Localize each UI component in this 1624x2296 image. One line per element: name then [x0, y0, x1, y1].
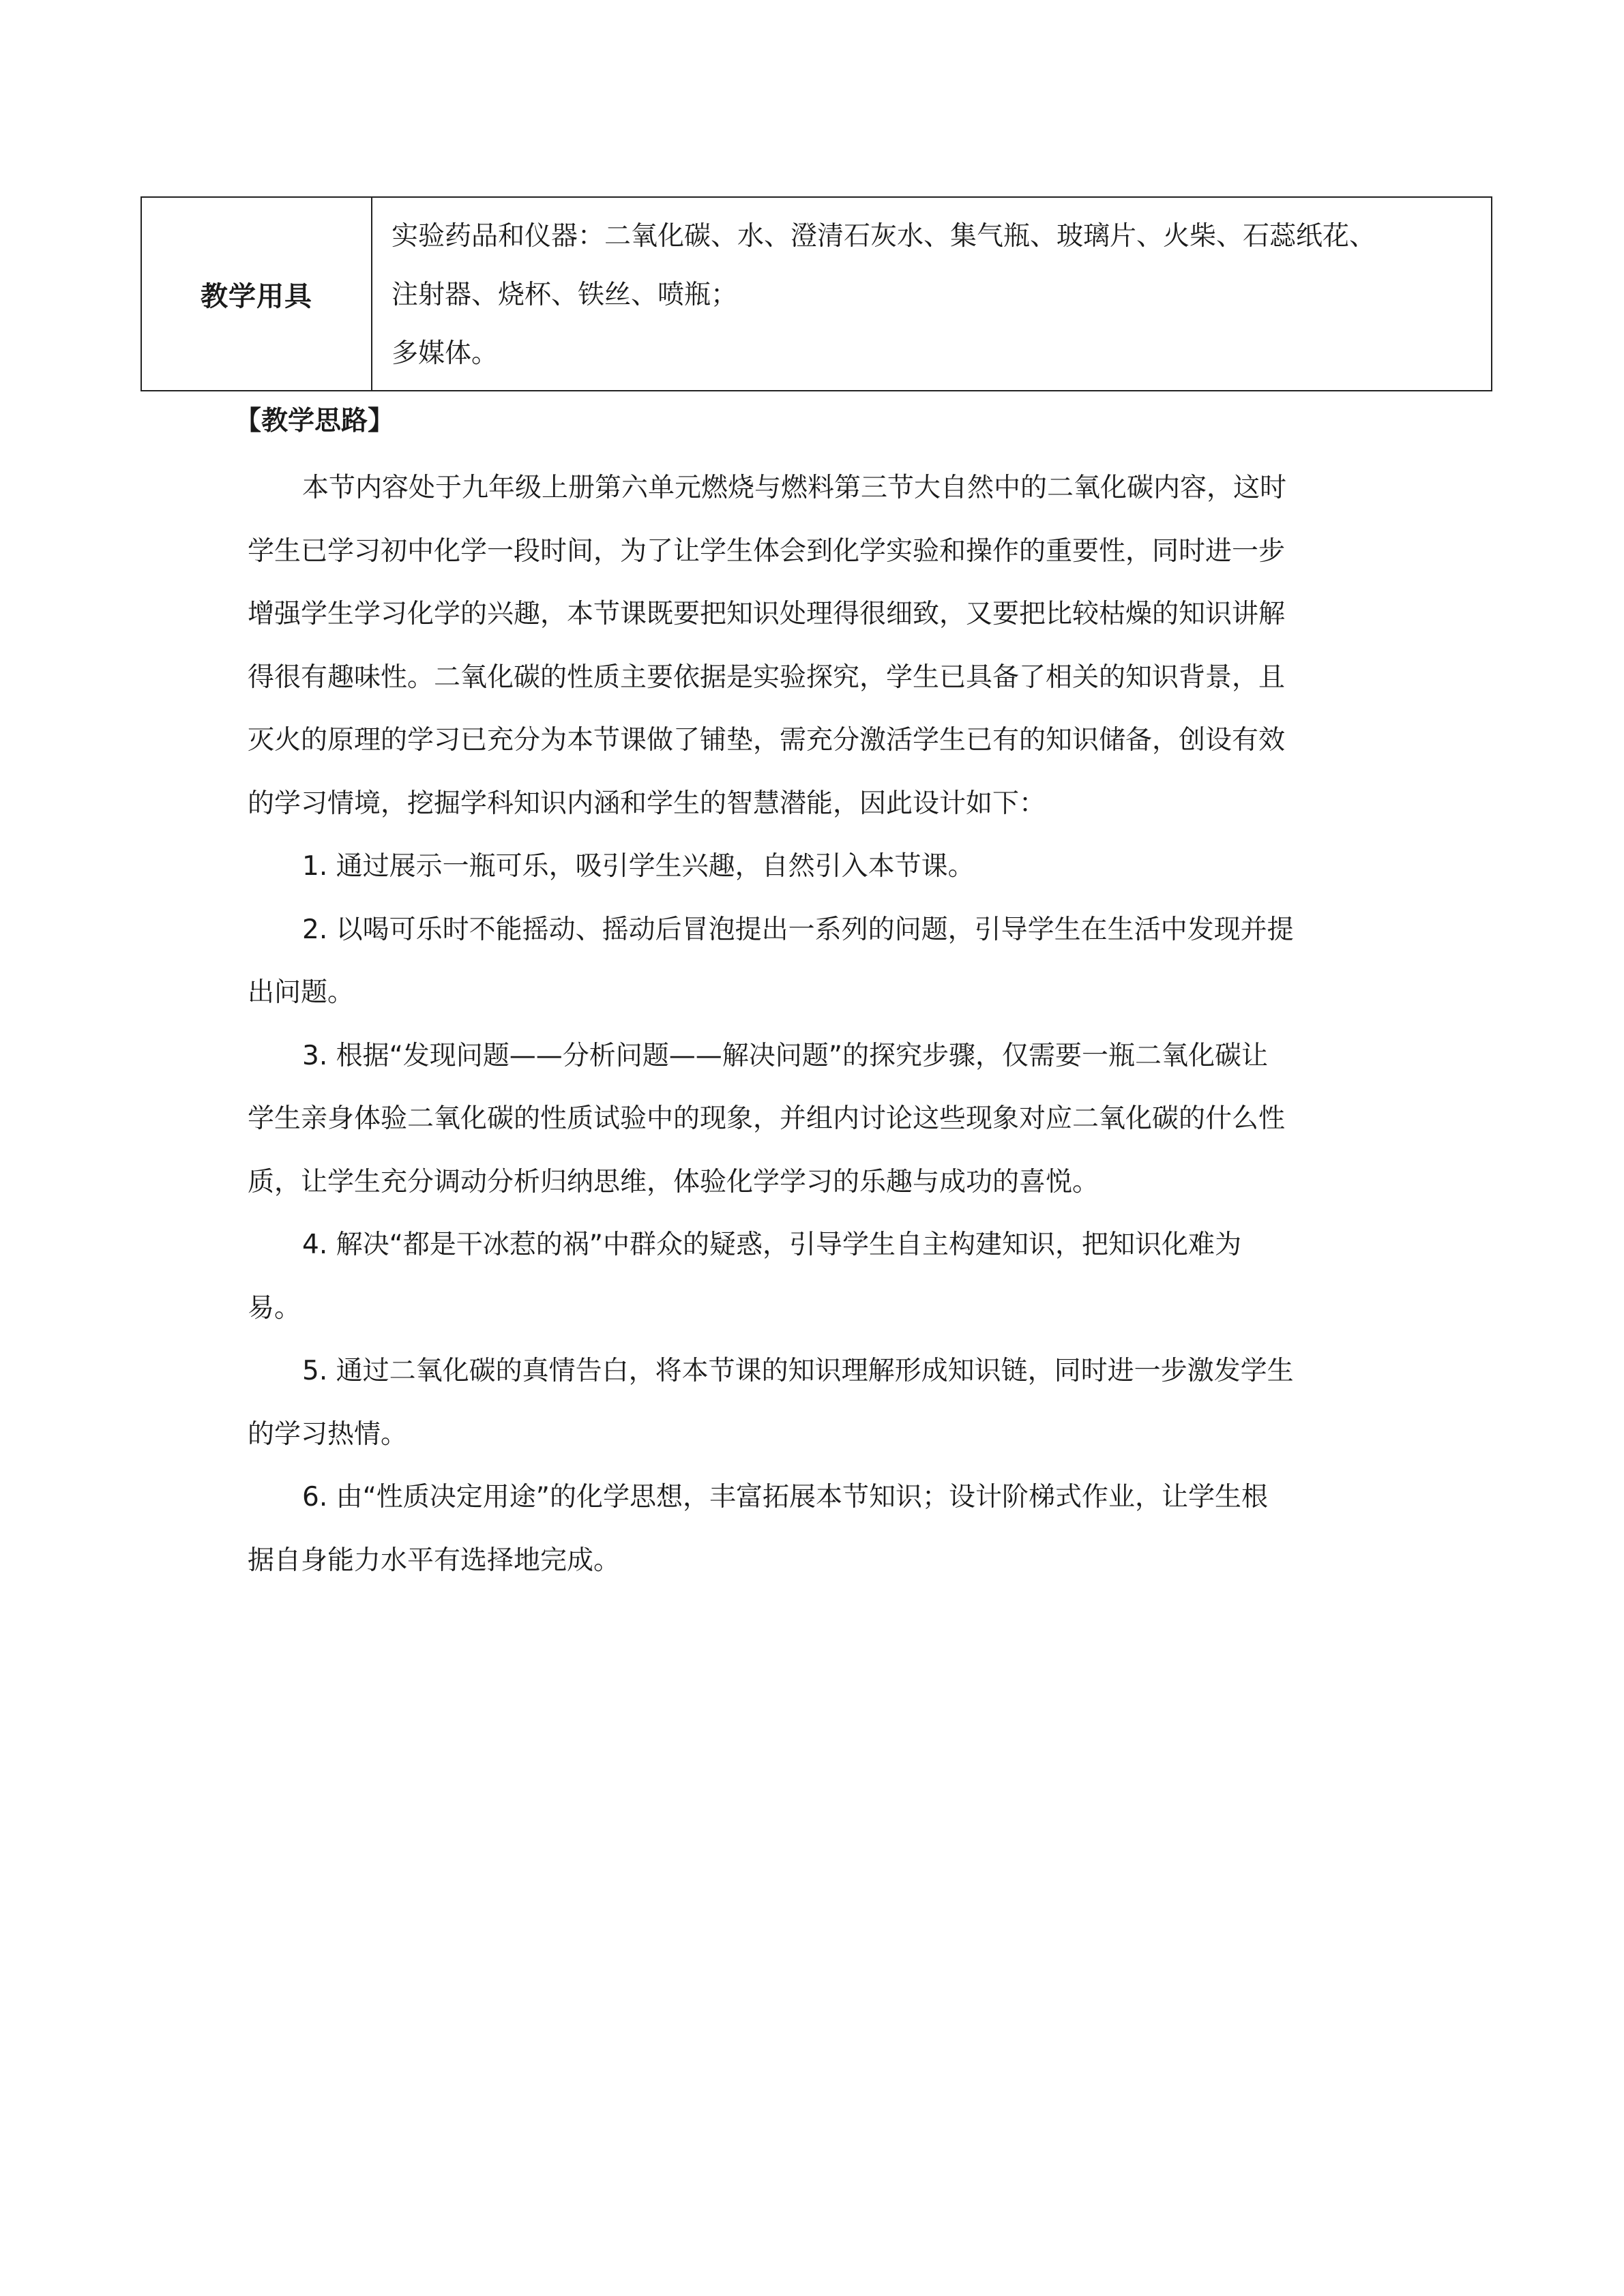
list-item-line: 3. 根据“发现问题——分析问题——解决问题”的探究步骤，仅需要一瓶二氧化碳让 — [302, 1040, 1269, 1071]
list-item-line: 5. 通过二氧化碳的真情告白，将本节课的知识理解形成知识链，同时进一步激发学生 — [302, 1356, 1294, 1386]
list-item-line: 6. 由“性质决定用途”的化学思想，丰富拓展本节知识；设计阶梯式作业，让学生根 — [302, 1482, 1269, 1512]
paragraph-line: 得很有趣味性。二氧化碳的性质主要依据是实验探究，学生已具备了相关的知识背景，且 — [248, 661, 1286, 693]
paragraph-line: 增强学生学习化学的兴趣，本节课既要把知识处理得很细致，又要把比较枯燥的知识讲解 — [248, 599, 1286, 629]
list-item-line: 易。 — [248, 1292, 301, 1324]
paragraph-line: 学生已学习初中化学一段时间，为了让学生体会到化学实验和操作的重要性，同时进一步 — [248, 535, 1286, 567]
list-item — [248, 1466, 1393, 1592]
list-item — [248, 1025, 1393, 1214]
table-content-line: 多媒体。 — [392, 338, 499, 369]
table-content-line: 实验药品和仪器：二氧化碳、水、澄清石灰水、集气瓶、玻璃片、火柴、石蕊纸花、 — [392, 221, 1376, 252]
paragraph-line: 的学习情境，挖掘学科知识内涵和学生的智慧潜能，因此设计如下： — [248, 788, 1046, 819]
list-item-line: 1. 通过展示一瓶可乐，吸引学生兴趣，自然引入本节课。 — [302, 851, 975, 882]
list-item-line: 的学习热情。 — [248, 1418, 408, 1450]
body-text — [248, 457, 1393, 1592]
paragraph-line: 灭火的原理的学习已充分为本节课做了铺垫，需充分激活学生已有的知识储备，创设有效 — [248, 725, 1286, 756]
list-item-line: 学生亲身体验二氧化碳的性质试验中的现象，并组内讨论这些现象对应二氧化碳的什么性 — [248, 1103, 1286, 1134]
list-item — [248, 1214, 1393, 1340]
list-item — [248, 899, 1393, 1025]
table-row — [141, 197, 1492, 391]
table-label-cell: 教学用具 — [141, 197, 372, 391]
list-item-line: 4. 解决“都是干冰惹的祸”中群众的疑惑，引导学生自主构建知识，把知识化难为 — [302, 1229, 1242, 1260]
list-item-line: 据自身能力水平有选择地完成。 — [248, 1545, 621, 1576]
list-item-line: 质，让学生充分调动分析归纳思维，体验化学学习的乐趣与成功的喜悦。 — [248, 1166, 1099, 1197]
table-content-line: 注射器、烧杯、铁丝、喷瓶； — [392, 280, 738, 310]
intro-paragraph — [248, 457, 1393, 835]
list-item — [248, 835, 1393, 899]
list-item-line: 出问题。 — [248, 977, 355, 1008]
table-content-cell — [372, 197, 1492, 391]
paragraph-line: 本节内容处于九年级上册第六单元燃烧与燃料第三节大自然中的二氧化碳内容，这时 — [302, 473, 1287, 503]
teaching-tools-table — [141, 196, 1492, 391]
list-item — [248, 1340, 1393, 1466]
list-item-line: 2. 以喝可乐时不能摇动、摇动后冒泡提出一系列的问题，引导学生在生活中发现并提 — [302, 914, 1294, 945]
section-title: 【教学思路】 — [235, 406, 395, 436]
